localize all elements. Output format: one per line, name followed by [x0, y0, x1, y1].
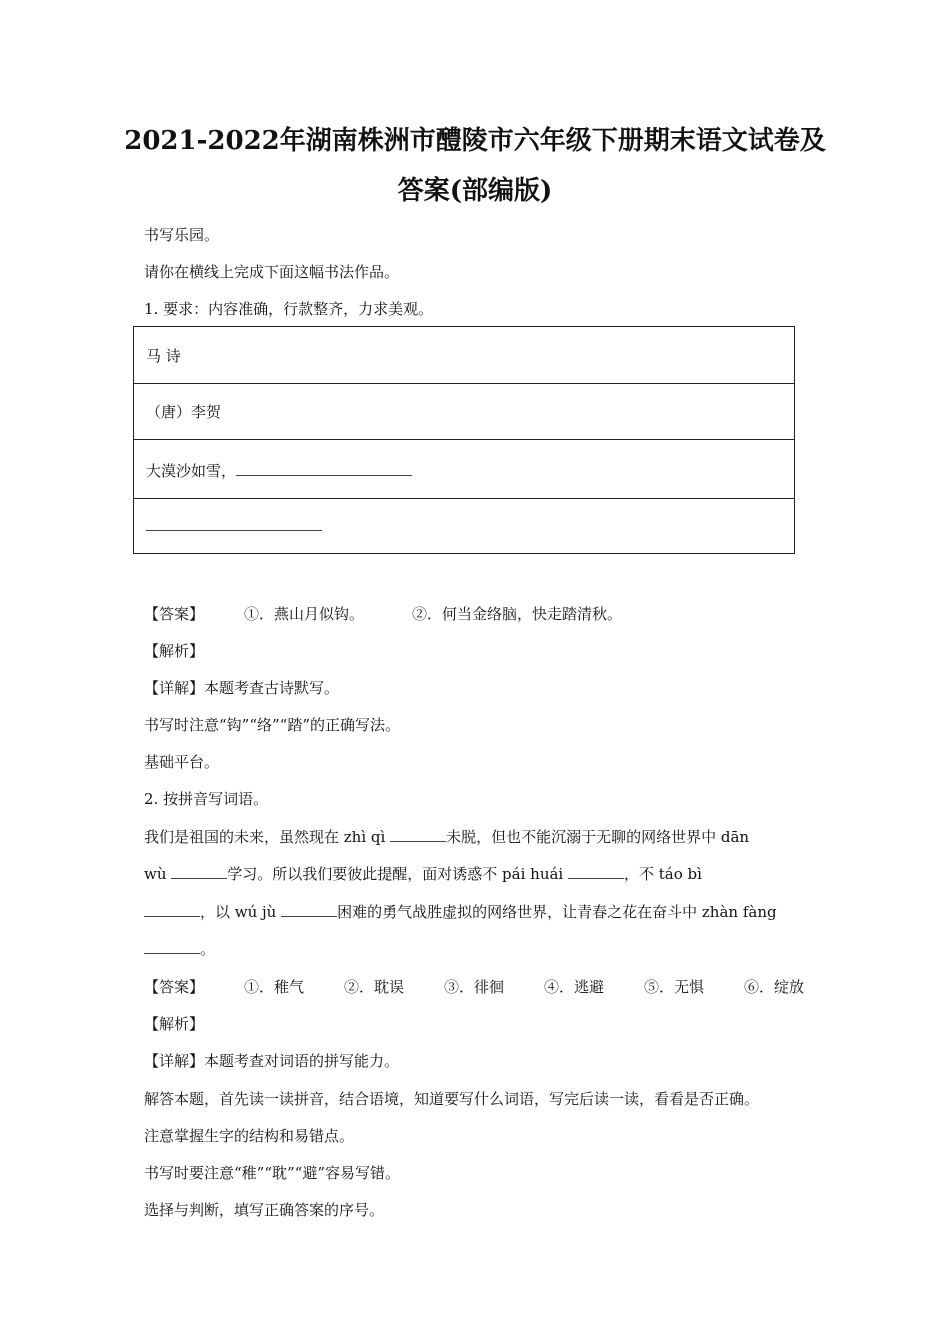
- poem-title: 马 诗: [146, 347, 181, 365]
- q2-text-line-4: 。: [144, 938, 215, 960]
- q2-blank-3[interactable]: [568, 864, 624, 879]
- q2-answer-item-3: ③．徘徊: [444, 978, 505, 996]
- page-title-line-1: 2021-2022年湖南株洲市醴陵市六年级下册期末语文试卷及: [124, 126, 826, 156]
- q2-detail: 【详解】本题考查对词语的拼写能力。: [144, 1052, 400, 1070]
- poem-title-row: [134, 327, 794, 384]
- calligraphy-table: [133, 326, 795, 554]
- page-title-line-2: 答案(部编版): [397, 176, 553, 206]
- question-2: 2. 按拼音写词语。: [144, 790, 269, 808]
- q2-blank-1[interactable]: [390, 827, 446, 842]
- q1-analysis-label: 【解析】: [144, 642, 205, 660]
- q1-detail: 【详解】本题考查古诗默写。: [144, 679, 340, 697]
- q2-blank-2[interactable]: [171, 864, 227, 879]
- q1-answer-item-1: ①．燕山月似钩。: [244, 605, 365, 623]
- q2-blank-4[interactable]: [144, 902, 200, 917]
- question-1: 1. 要求：内容准确，行款整齐，力求美观。: [144, 300, 434, 318]
- q2-note-3: 书写时要注意“稚”“耽”“避”容易写错。: [144, 1164, 401, 1182]
- q2-answer-item-2: ②．耽误: [344, 978, 405, 996]
- q2-text-line-3: ，以 wú jù 困难的勇气战胜虚拟的网络世界，让青春之花在奋斗中 zhàn fàng: [144, 901, 777, 923]
- poem-line-2: [146, 515, 322, 537]
- poem-line-2-row: [134, 499, 794, 553]
- poem-line-1: 大漠沙如雪，: [146, 460, 412, 482]
- q2-blank-5[interactable]: [281, 902, 337, 917]
- q2-answer-item-6: ⑥．绽放: [744, 978, 805, 996]
- answer-label: 【答案】: [144, 978, 205, 996]
- q1-note: 书写时注意“钩”“络”“踏”的正确写法。: [144, 716, 401, 734]
- section-writing-heading: 书写乐园。: [144, 226, 220, 244]
- poem-author-row: [134, 384, 794, 440]
- q2-text-line-1: 我们是祖国的未来，虽然现在 zhì qì 未脱，但也不能沉溺于无聊的网络世界中 dān: [144, 828, 750, 846]
- q2-text-line-2: wù 学习。所以我们要彼此提醒，面对诱惑不 pái huái ，不 táo bì: [144, 865, 702, 883]
- q2-note-2: 注意掌握生字的结构和易错点。: [144, 1127, 355, 1145]
- poem-blank-2[interactable]: [146, 516, 322, 531]
- q2-note-1: 解答本题，首先读一读拼音，结合语境，知道要写什么词语，写完后读一读，看看是否正确。: [144, 1090, 760, 1108]
- q2-answer-item-4: ④．逃避: [544, 978, 605, 996]
- instruction-text: 请你在横线上完成下面这幅书法作品。: [144, 263, 400, 281]
- q2-answer-item-5: ⑤．无惧: [644, 978, 705, 996]
- q2-blank-6[interactable]: [144, 939, 200, 954]
- answer-label: 【答案】: [144, 605, 205, 623]
- q1-answer-item-2: ②．何当金络脑，快走踏清秋。: [412, 605, 623, 623]
- q2-analysis-label: 【解析】: [144, 1015, 205, 1033]
- section-choice-heading: 选择与判断，填写正确答案的序号。: [144, 1201, 385, 1219]
- poem-author: （唐）李贺: [146, 403, 222, 421]
- section-basic-heading: 基础平台。: [144, 753, 220, 771]
- q2-answer-item-1: ①．稚气: [244, 978, 305, 996]
- poem-line-1-row: [134, 440, 794, 499]
- poem-blank-1[interactable]: [236, 461, 412, 476]
